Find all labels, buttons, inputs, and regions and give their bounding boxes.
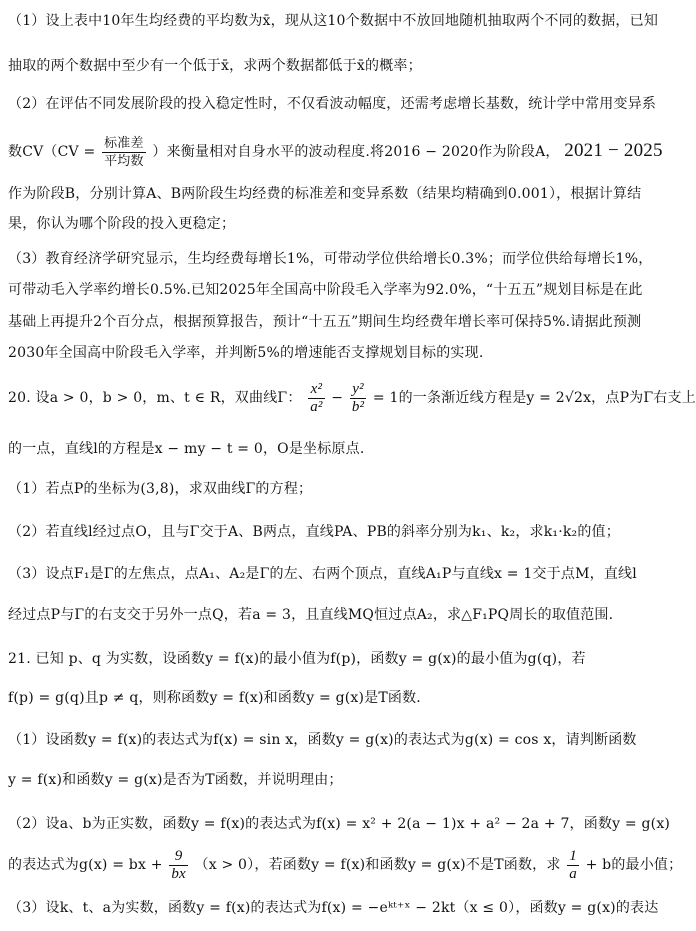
text-line: y = f(x)和函数y = g(x)是否为T函数，并说明理由； xyxy=(8,772,343,788)
text-line: f(p) = g(q)且p ≠ q，则称函数y = f(x)和函数y = g(x)是T函数. xyxy=(8,690,421,706)
gx-denominator: bx xyxy=(171,865,186,882)
hyperbola-y-term xyxy=(350,381,366,416)
gx-prefix: 的表达式为g(x) = bx + xyxy=(8,857,163,873)
q20-prefix: 20. 设a > 0，b > 0，m、t ∈ R，双曲线Γ： xyxy=(8,390,302,406)
text-line: （2）在评估不同发展阶段的投入稳定性时，不仅看波动幅度，还需考虑增长基数，统计学中常用变异系 xyxy=(8,96,657,112)
cv-suffix: ）来衡量相对自身水平的波动程度.将2016 − 2020作为阶段A， xyxy=(152,144,560,160)
y-term-numerator: y² xyxy=(350,381,366,399)
gx-suffix: + b的最小值； xyxy=(585,857,683,873)
text-line: 21. 已知 p、q 为实数，设函数y = f(x)的最小值为f(p)，函数y = g(x)的最小值为g(q)，若 xyxy=(8,651,586,667)
gx-formula-line xyxy=(8,847,683,883)
cv-denominator: 平均数 xyxy=(104,153,144,169)
text-line: 作为阶段B，分别计算A、B两阶段生均经费的标准差和变异系数（结果均精确到0.001），根据计算结 xyxy=(8,186,642,202)
reciprocal-denominator: a xyxy=(569,865,577,882)
text-line: 2030年全国高中阶段毛入学率，并判断5%的增速能否支撑规划目标的实现. xyxy=(8,345,484,361)
text-line: 果，你认为哪个阶段的投入更稳定； xyxy=(8,216,236,232)
text-line: 经过点P与Γ的右支交于另外一点Q，若a = 3，且直线MQ恒过点A₂，求△F₁PQ周长的取值范围. xyxy=(8,607,614,623)
reciprocal-a-fraction xyxy=(567,848,579,883)
y-term-denominator: b² xyxy=(351,398,365,415)
cv-prefix: 数CV（CV = xyxy=(8,144,96,160)
text-line: （2）若直线l经过点O，且与Γ交于A、B两点，直线PA、PB的斜率分别为k₁、k₂，求k₁·k₂的值； xyxy=(8,524,620,540)
text-line: 的一点，直线l的方程是x − my − t = 0，O是坐标原点. xyxy=(8,441,365,457)
x-term-numerator: x² xyxy=(308,381,324,399)
text-line: （2）设a、b为正实数，函数y = f(x)的表达式为f(x) = x² + 2(a − 1)x + a² − 2a + 7，函数y = g(x) xyxy=(8,816,671,832)
cv-fraction xyxy=(102,135,146,170)
q20-formula-line xyxy=(8,380,696,416)
cv-formula-line xyxy=(8,133,663,170)
hyperbola-x-term xyxy=(308,381,324,416)
q20-suffix: = 1的一条渐近线方程是y = 2√2x，点P为Γ右支上 xyxy=(372,390,696,406)
cv-tail: 2021 − 2025 xyxy=(564,140,663,161)
reciprocal-numerator: 1 xyxy=(569,847,577,864)
gx-fraction xyxy=(169,848,188,883)
cv-numerator: 标准差 xyxy=(104,135,144,151)
text-line: （1）设函数y = f(x)的表达式为f(x) = sin x，函数y = g(x)的表达式为g(x) = cos x，请判断函数 xyxy=(8,732,637,748)
text-line: 可带动毛入学率约增长0.5%.已知2025年全国高中阶段毛入学率为92.0%，“十五五”规划目标是在此 xyxy=(8,282,643,298)
text-line: 基础上再提升2个百分点，根据预算报告，预计“十五五”期间生均经费年增长率可保持5%.请据此预测 xyxy=(8,314,642,330)
text-line: 抽取的两个数据中至少有一个低于x̄，求两个数据都低于x̄的概率； xyxy=(8,58,422,74)
text-line: （1）若点P的坐标为(3,8)，求双曲线Γ的方程； xyxy=(8,481,313,497)
text-line: （3）设k、t、a为实数，函数y = f(x)的表达式为f(x) = −eᵏᵗ⁺ˣ − 2kt（x ≤ 0），函数y = g(x)的表达 xyxy=(8,900,659,916)
text-line: （3）设点F₁是Γ的左焦点，点A₁、A₂是Γ的左、右两个顶点，直线A₁P与直线x = 1交于点M，直线l xyxy=(8,566,637,582)
gx-middle: （x > 0），若函数y = f(x)和函数y = g(x)不是T函数，求 xyxy=(194,857,561,873)
minus-sign: − xyxy=(331,390,348,406)
gx-numerator: 9 xyxy=(169,848,188,866)
x-term-denominator: a² xyxy=(310,398,323,415)
text-line: （3）教育经济学研究显示，生均经费每增长1%，可带动学位供给增长0.3%；而学位供给每增长1%， xyxy=(8,251,653,267)
text-line: （1）设上表中10年生均经费的平均数为x̄，现从这10个数据中不放回地随机抽取两个不同的数据，已知 xyxy=(8,13,659,29)
